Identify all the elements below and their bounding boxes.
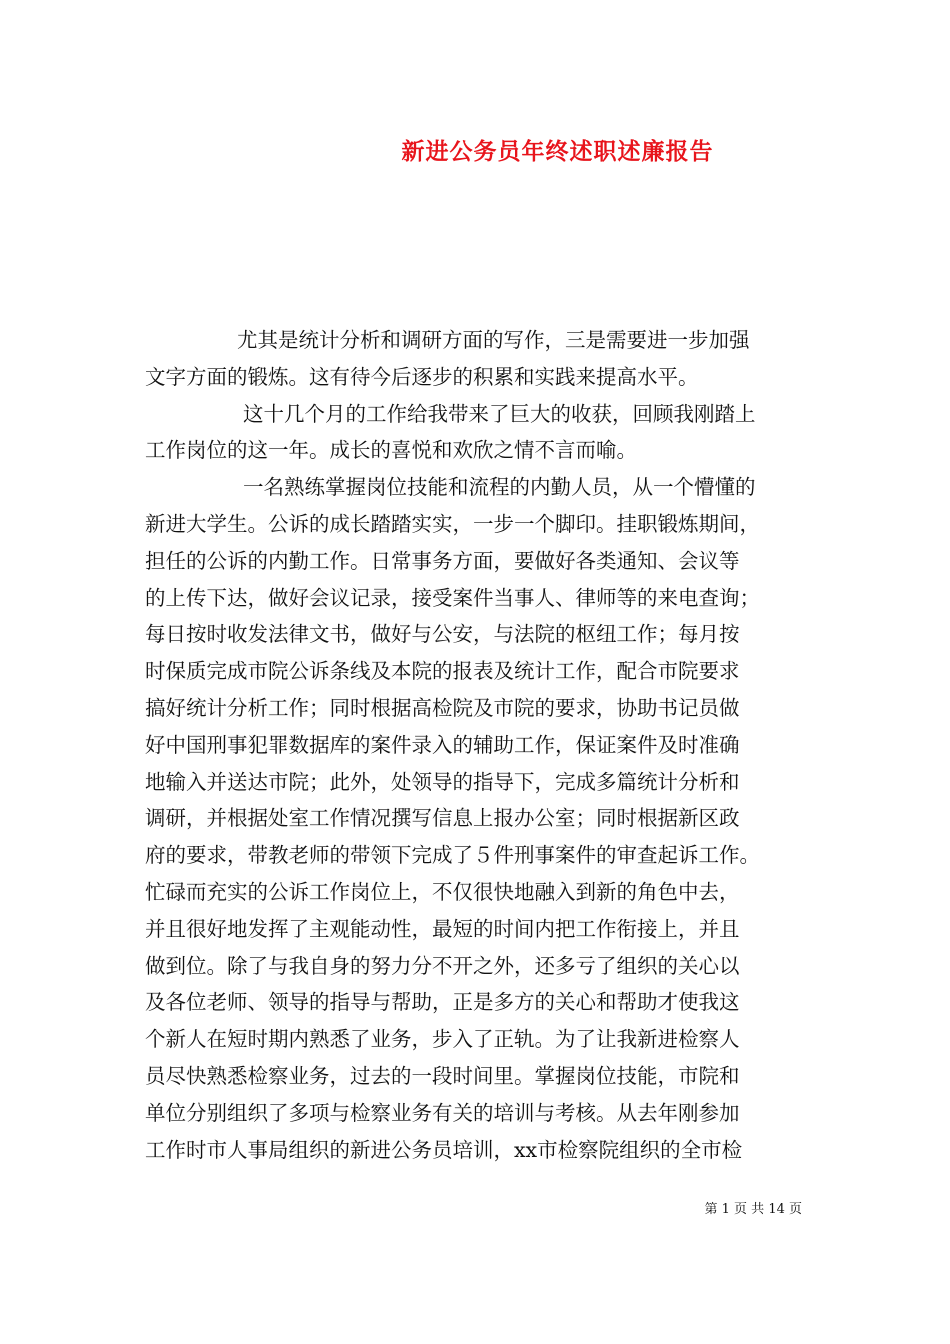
page-title: 新进公务员年终述职述廉报告	[401, 138, 714, 165]
paragraph-line: 的上传下达，做好会议记录，接受案件当事人、律师等的来电查询；	[145, 585, 760, 610]
page-number: 第 1 页 共 14 页	[704, 1202, 802, 1217]
paragraph-line: 担任的公诉的内勤工作。日常事务方面，要做好各类通知、会议等	[145, 548, 740, 573]
paragraph-line: 工作时市人事局组织的新进公务员培训，xx市检察院组织的全市检	[145, 1137, 743, 1162]
paragraph-line: 并且很好地发挥了主观能动性，最短的时间内把工作衔接上，并且	[145, 916, 740, 941]
paragraph-line: 一名熟练掌握岗位技能和流程的内勤人员，从一个懵懂的	[243, 475, 756, 500]
paragraph-line: 个新人在短时期内熟悉了业务，步入了正轨。为了让我新进检察人	[145, 1027, 740, 1052]
paragraph-line: 尤其是统计分析和调研方面的写作，三是需要进一步加强	[237, 328, 750, 352]
paragraph-line: 新进大学生。公诉的成长踏踏实实，一步一个脚印。挂职锻炼期间，	[145, 511, 760, 536]
paragraph-line: 工作岗位的这一年。成长的喜悦和欢欣之情不言而喻。	[145, 438, 637, 463]
paragraph-line: 每日按时收发法律文书，做好与公安，与法院的枢纽工作；每月按	[145, 622, 740, 647]
paragraph-line: 员尽快熟悉检察业务，过去的一段时间里。掌握岗位技能，市院和	[145, 1063, 740, 1088]
paragraph-line: 调研，并根据处室工作情况撰写信息上报办公室；同时根据新区政	[145, 806, 740, 831]
paragraph-line: 做到位。除了与我自身的努力分不开之外，还多亏了组织的关心以	[145, 953, 740, 978]
document-body	[145, 322, 825, 1168]
paragraph-line: 这十几个月的工作给我带来了巨大的收获，回顾我刚踏上	[243, 401, 756, 426]
paragraph-line: 及各位老师、领导的指导与帮助，正是多方的关心和帮助才使我这	[145, 990, 740, 1015]
paragraph-line: 府的要求，带教老师的带领下完成了５件刑事案件的审查起诉工作。	[145, 843, 760, 868]
paragraph-line: 单位分别组织了多项与检察业务有关的培训与考核。从去年刚参加	[145, 1100, 740, 1125]
paragraph-line: 文字方面的锻炼。这有待今后逐步的积累和实践来提高水平。	[145, 364, 699, 389]
paragraph-line: 忙碌而充实的公诉工作岗位上，不仅很快地融入到新的角色中去，	[145, 879, 740, 904]
paragraph-line: 地输入并送达市院；此外，处领导的指导下，完成多篇统计分析和	[145, 769, 740, 794]
paragraph-line: 好中国刑事犯罪数据库的案件录入的辅助工作，保证案件及时准确	[145, 732, 740, 757]
paragraph-line: 搞好统计分析工作；同时根据高检院及市院的要求，协助书记员做	[145, 695, 740, 720]
paragraph-line: 时保质完成市院公诉条线及本院的报表及统计工作，配合市院要求	[145, 659, 740, 684]
